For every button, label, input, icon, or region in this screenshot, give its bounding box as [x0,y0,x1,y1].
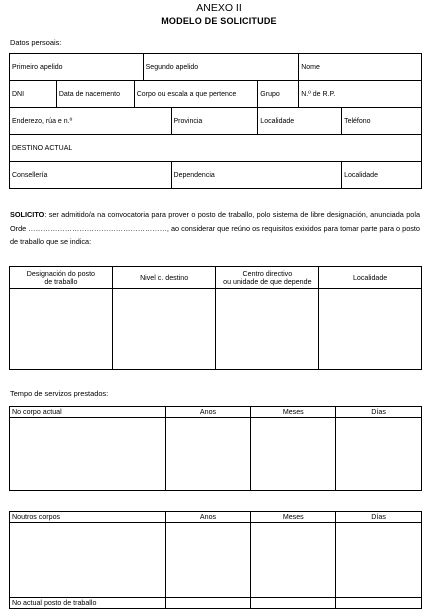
other-corps-header: Noutros corpos [10,512,166,523]
other-corps-cell[interactable] [10,523,166,598]
annex-label: ANEXO II [196,2,242,14]
service-other-corps-table [9,511,422,609]
request-label: SOLICITO [10,210,45,219]
post-locality-cell[interactable] [319,289,422,370]
province-field[interactable]: Provincia [171,108,258,135]
address-field[interactable]: Enderezo, rúa e n.º [10,108,172,135]
current-post-label: DESTINO ACTUAL [10,135,422,162]
post-level-cell[interactable] [112,289,216,370]
other-days-cell[interactable] [336,523,422,598]
form-title: MODELO DE SOLICITUDE [161,16,277,26]
post-years-cell[interactable] [165,598,251,609]
days-header: Días [336,512,422,523]
years-header: Anos [165,512,251,523]
post-designation-cell[interactable] [10,289,113,370]
group-field[interactable]: Grupo [258,81,299,108]
department-field[interactable]: Dependencia [171,162,342,189]
current-days-cell[interactable] [336,418,422,491]
other-years-cell[interactable] [165,523,251,598]
current-years-cell[interactable] [165,418,251,491]
first-surname-field[interactable]: Primeiro apelido [10,54,144,81]
years-header: Anos [165,407,251,418]
personal-data-label: Datos persoais: [10,38,62,47]
post-centre-cell[interactable] [216,289,319,370]
post-days-cell[interactable] [336,598,422,609]
post-header-level: Nivel c. destino [112,267,216,289]
request-paragraph [10,208,420,249]
post-header-designation: Designación do posto de traballo [10,267,113,289]
current-locality-field[interactable]: Localidade [342,162,422,189]
other-months-cell[interactable] [251,523,336,598]
current-months-cell[interactable] [251,418,336,491]
days-header: Días [336,407,422,418]
service-time-label: Tempo de servizos prestados: [10,389,109,398]
post-header-locality: Localidade [319,267,422,289]
request-text: : ser admitido/a na convocatoria para prover o posto de traballo, polo sistema de libre designación, anunciada pola Orde …………………………………………………, ao considerar que reúno os requisitos exixidos para tomar parte para o posto de traballo que se indica: [10,210,420,246]
name-field[interactable]: Nome [299,54,422,81]
current-post-time-label: No actual posto de traballo [10,598,166,609]
months-header: Meses [251,407,336,418]
corps-field[interactable]: Corpo ou escala a que pertence [134,81,258,108]
phone-field[interactable]: Teléfono [342,108,422,135]
locality-field[interactable]: Localidade [258,108,342,135]
second-surname-field[interactable]: Segundo apelido [143,54,299,81]
current-corps-cell[interactable] [10,418,166,491]
ministry-field[interactable]: Consellería [10,162,172,189]
service-current-corps-table [9,406,422,491]
dni-field[interactable]: DNI [10,81,57,108]
current-corps-header: No corpo actual [10,407,166,418]
post-table [9,266,422,370]
personal-data-table [9,53,422,189]
birth-date-field[interactable]: Data de nacemento [56,81,134,108]
post-months-cell[interactable] [251,598,336,609]
post-header-centre: Centro directivo ou unidade de que depende [216,267,319,289]
rp-number-field[interactable]: N.º de R.P. [299,81,422,108]
months-header: Meses [251,512,336,523]
